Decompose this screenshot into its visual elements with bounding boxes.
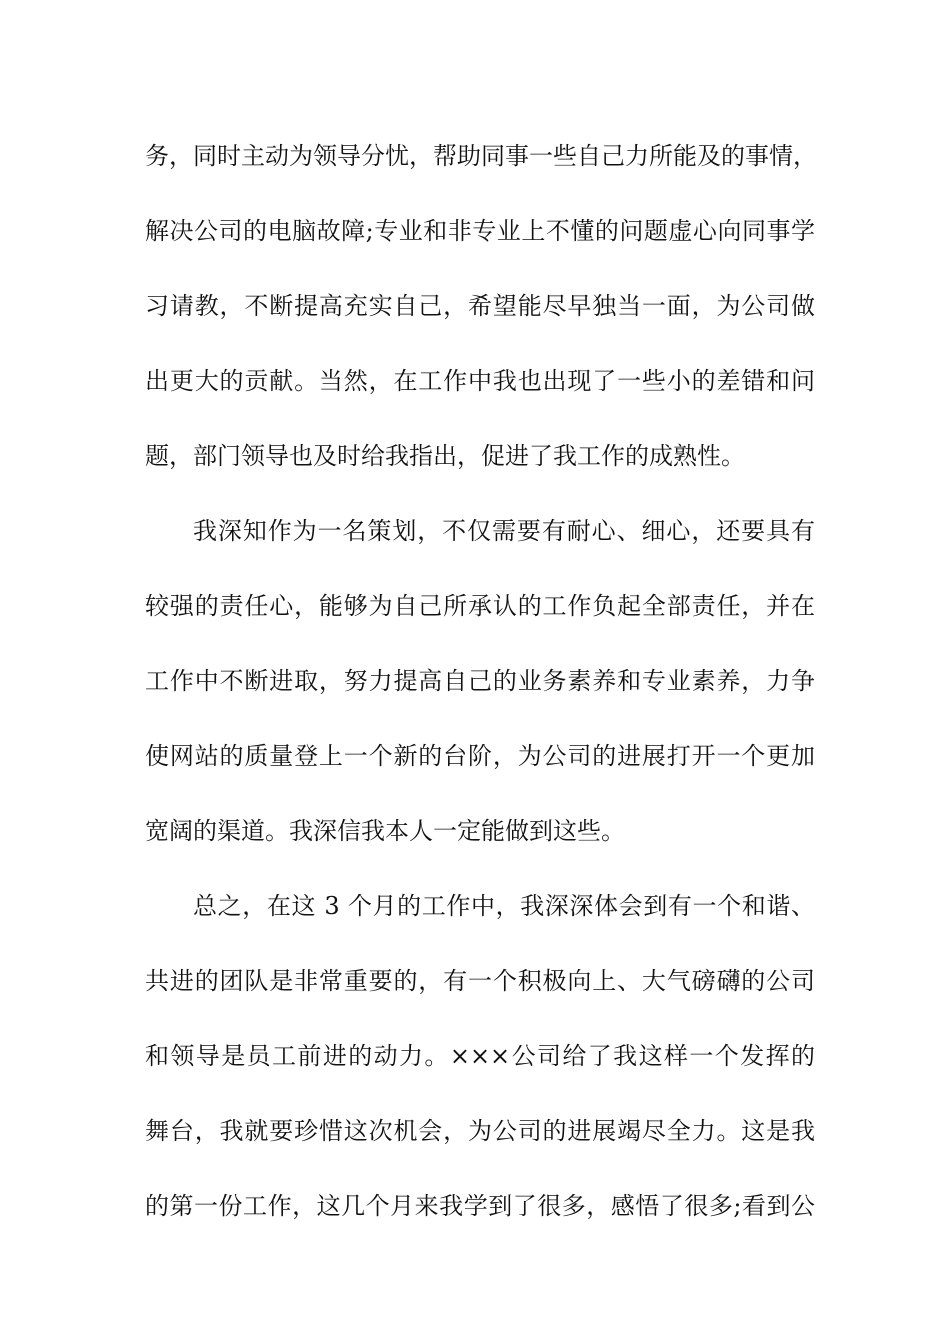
- paragraph-line: 务，同时主动为领导分忧，帮助同事一些自己力所能及的事情，: [145, 142, 817, 170]
- paragraph-line: 题，部门领导也及时给我指出，促进了我工作的成熟性。: [145, 442, 745, 470]
- paragraph-line: 共进的团队是非常重要的，有一个积极向上、大气磅礴的公司: [145, 967, 815, 995]
- paragraph-line: 解决公司的电脑故障;专业和非专业上不懂的问题虚心向同事学: [145, 217, 815, 245]
- paragraph-line: 工作中不断进取，努力提高自己的业务素养和专业素养，力争: [145, 667, 815, 695]
- paragraph-line: 使网站的质量登上一个新的台阶，为公司的进展打开一个更加: [145, 742, 815, 770]
- paragraph-line: 较强的责任心，能够为自己所承认的工作负起全部责任，并在: [145, 592, 815, 620]
- paragraph-line: 舞台，我就要珍惜这次机会，为公司的进展竭尽全力。这是我: [145, 1117, 815, 1145]
- paragraph-line: 宽阔的渠道。我深信我本人一定能做到这些。: [145, 817, 625, 845]
- paragraph-line: 出更大的贡献。当然，在工作中我也出现了一些小的差错和问: [145, 367, 815, 395]
- paragraph-line: 我深知作为一名策划，不仅需要有耐心、细心，还要具有: [193, 517, 815, 545]
- document-body: [145, 128, 815, 1253]
- paragraph-line: 和领导是员工前进的动力。×××公司给了我这样一个发挥的: [145, 1042, 815, 1070]
- paragraph-line: 的第一份工作，这几个月来我学到了很多，感悟了很多;看到公: [145, 1192, 815, 1220]
- paragraph-line: 习请教，不断提高充实自己，希望能尽早独当一面，为公司做: [145, 292, 815, 320]
- paragraph-line: 总之，在这 3 个月的工作中，我深深体会到有一个和谐、: [193, 892, 815, 920]
